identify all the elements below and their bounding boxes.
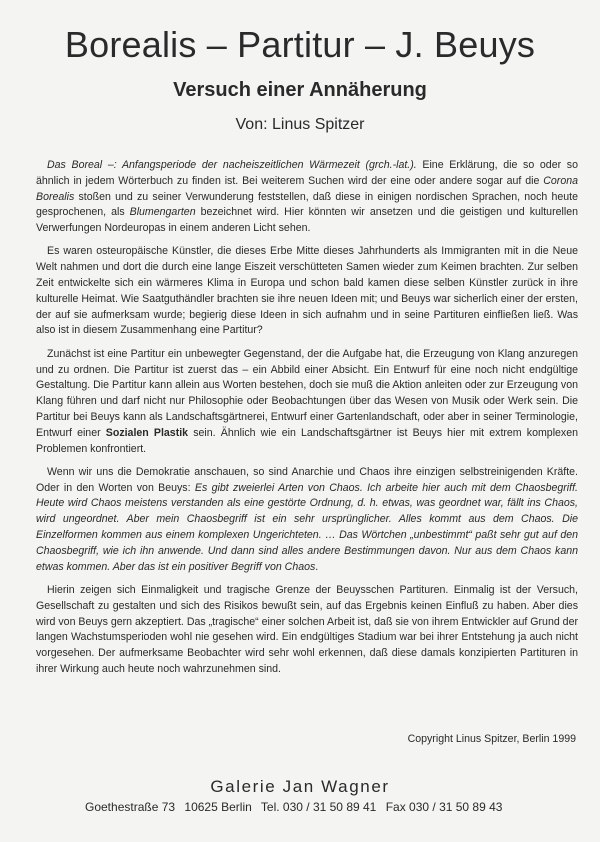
gallery-name: Galerie Jan Wagner (210, 777, 390, 796)
address-telephone: Tel. 030 / 31 50 89 41 (260, 800, 377, 814)
paragraph-1 (36, 158, 578, 237)
corona-borealis-italic: Corona Borealis (36, 174, 578, 203)
p4-text-1: Wenn wir uns die Demokratie anschauen, so sind Anarchie und Chaos ihre einzigen selbstreinigenden Kräfte. Oder in den Worten von Beuys: (36, 465, 578, 494)
article-body (36, 158, 578, 685)
paragraph-3 (36, 347, 578, 458)
p3-text-1: Zunächst ist eine Partitur ein unbewegter Gegenstand, der die Aufgabe hat, die Erzeugung von Klang anzuregen und zu ordnen. Die Partitur ist zuerst das – ein Abbild einer Absicht. Ein Entwurf für eine noch nicht endgültige Gestaltung. Die Partitur kann allein aus Worten bestehen, doch sie muß die Aktion anleiten oder zur Erzeugung von Klang führen und darf nicht nur Philosophie oder Beobachtungen über das Wesen von Musik oder Werk sein. Die Partitur bei Beuys kann als Landschaftsgärtnerei, Entwurf einer Gartenlandschaft, oder aber in seiner Terminologie, Entwurf einer (36, 347, 578, 439)
copyright-line: Copyright Linus Spitzer, Berlin 1999 (407, 733, 576, 745)
p1-text-1: Eine Erklärung, die so oder so ähnlich in jedem Wörterbuch zu finden ist. Bei weiterem Suchen wird der eine oder andere sogar auf die (36, 159, 578, 187)
paragraph-2: Es waren osteuropäische Künstler, die dieses Erbe Mitte dieses Jahrhunderts als Immigranten mit in die Neue Welt nahmen und dort die durch eine lange Eiszeit verschütteten Samen wieder zum Keimen brachten. Zur selben Zeit entwickelte sich ein wärmeres Klima in Europa und schon bald kamen diese selben Künstler zurück in ihre kulturelle Heimat. Wie Saatguthändler brachten sie ihre neuen Ideen mit; und Beuys war sicherlich einer der ersten, der auf sie aufmerksam wurde; begierig diese Ideen in sich aufnahm und in seine Partituren einfließen ließ. Was also ist in diesem Zusammenhang eine Partitur? (36, 245, 578, 337)
p4-text-2: . (315, 560, 319, 573)
paragraph-5: Hierin zeigen sich Einmaligkeit und tragische Grenze der Beuysschen Partituren. Einmalig ist der Versuch, Gesellschaft zu gestalten und sich des Risikos bewußt sein, auf das Ergebnis keinen Einfluß zu haben. Aber dies wird von Beuys gern akzeptiert. Das „tragische“ einer solchen Arbeit ist, daß sie von ihrem Entwickler auf Grund der langen Wachstumsperioden wohl nie gesehen wird. Ein endgültiges Stadium war bei ihrer Entstehung ja auch nicht vorgesehen. Der aufmerksame Beobachter wird sehr wohl erkennen, daß diese damals konzipierten Partituren in ihrer Wirkung auch heute noch wahrzunehmen sind. (36, 583, 578, 675)
blumengarten-italic: Blumengarten (129, 206, 196, 219)
p3-text-2: sein. Ähnlich wie ein Landschaftsgärtner ist Beuys hier mit extrem komplexen Problemen konfrontiert. (36, 426, 579, 455)
definition-italic: Das Boreal –: Anfangsperiode der nacheiszeitlichen Wärmezeit (grch.-lat.). (47, 159, 417, 171)
address-fax: Fax 030 / 31 50 89 43 (385, 800, 503, 814)
page-title: Borealis – Partitur – J. Beuys (64, 24, 536, 65)
author-line: Von: Linus Spitzer (235, 116, 365, 133)
page-subtitle: Versuch einer Annäherung (173, 79, 427, 101)
p1-text-3: bezeichnet wird. Hier könnten wir ansetzen und die geistigen und kulturellen Verwerfungen Nordeuropas in einem anderen Licht sehen. (36, 206, 578, 235)
address-city: 10625 Berlin (184, 800, 252, 814)
paragraph-4 (36, 465, 578, 576)
address-street: Goethestraße 73 (85, 800, 176, 814)
gallery-address (85, 800, 545, 814)
beuys-quote-italic: Es gibt zweierlei Arten von Chaos. Ich arbeite hier auch mit dem Chaosbegriff. Heute wird Chaos meistens verstanden als eine gestörte Ordnung, d. h. etwas, was geordnet war, fällt ins Chaos, wird ungeordnet. Aber mein Chaosbegriff ist ein sehr ursprünglicher. Alles kommt aus dem Chaos. Die Einzelformen kommen aus einem komplexen Ungerichteten. … Das Wörtchen „unbestimmt“ paßt sehr gut auf den Chaosbegriff, wie ich ihn anwende. Und dann sind alles andere Bestimmungen davon. Nur aus dem Chaos kann etwas kommen. Aber das ist ein positiver Begriff von Chaos (36, 481, 578, 573)
p1-text-2: stoßen und zu seiner Verwunderung feststellen, daß diese in einigen nordischen Sprachen, noch heute gesprochenen, als (36, 190, 578, 219)
soziale-plastik-bold: Sozialen Plastik (105, 426, 189, 439)
